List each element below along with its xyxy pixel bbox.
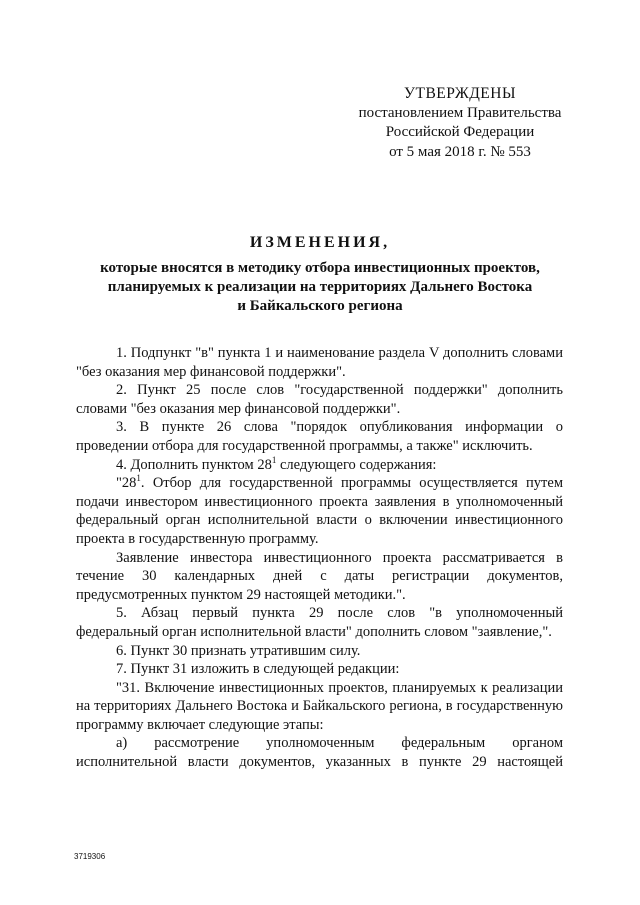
paragraph-5-text-a: "28	[116, 475, 137, 492]
paragraph-4-text-b: следующего содержания:	[276, 456, 437, 473]
approval-block	[340, 84, 580, 162]
approval-line-1: постановлением Правительства	[358, 104, 562, 121]
paragraph-5-text-b: . Отбор для государственной программы осуществляется путем подачи инвестором инвестиционного проекта заявления в уполномоченный федеральный орган исполнительной власти о включении инвестиционного проекта в государственную программу.	[76, 475, 563, 547]
paragraph-5	[76, 474, 563, 548]
paragraph-11: а) рассмотрение уполномоченным федеральным органом исполнительной власти документов, указанных в пункте 29 настоящей	[76, 735, 563, 771]
paragraph-4	[76, 456, 563, 475]
paragraph-2: 2. Пункт 25 после слов "государственной поддержки" дополнить словами "без оказания мер финансовой поддержки".	[76, 382, 563, 417]
approval-line-2: Российской Федерации	[385, 124, 535, 140]
paragraph-7: 5. Абзац первый пункта 29 после слов "в уполномоченный федеральный орган исполнительной власти" дополнить словом "заявление,".	[76, 605, 563, 640]
document-title: ИЗМЕНЕНИЯ,	[249, 234, 391, 251]
paragraph-4-superscript: 1	[271, 454, 277, 465]
approval-stamp: УТВЕРЖДЕНЫ	[404, 85, 516, 102]
subtitle-line-1: которые вносятся в методику отбора инвестиционных проектов,	[100, 260, 540, 276]
paragraph-9: 7. Пункт 31 изложить в следующей редакции:	[116, 661, 400, 678]
paragraph-8: 6. Пункт 30 признать утратившим силу.	[116, 642, 361, 659]
paragraph-6: Заявление инвестора инвестиционного проекта рассматривается в течение 30 календарных дней с даты регистрации документов, предусмотренных пунктом 29 настоящей методики.".	[76, 549, 563, 603]
document-code: 3719306	[74, 852, 106, 861]
subtitle-line-3: и Байкальского региона	[237, 298, 403, 314]
paragraph-10: "31. Включение инвестиционных проектов, планируемых к реализации на территориях Дальнего Востока и Байкальского региона, в государственную программу включает следующие этапы:	[76, 679, 563, 733]
paragraph-5-superscript: 1	[136, 473, 141, 484]
paragraph-3: 3. В пункте 26 слова "порядок опубликования информации о проведении отбора для государственной программы, а также" исключить.	[76, 419, 563, 454]
document-subtitle	[60, 259, 580, 316]
subtitle-line-2: планируемых к реализации на территориях Дальнего Востока	[107, 279, 533, 295]
paragraph-1: 1. Подпункт "в" пункта 1 и наименование раздела V дополнить словами "без оказания мер финансовой поддержки".	[76, 345, 563, 380]
document-body	[76, 344, 563, 772]
paragraph-4-text-a: 4. Дополнить пунктом 28	[116, 456, 272, 473]
approval-date-number: от 5 мая 2018 г. № 553	[389, 143, 531, 160]
